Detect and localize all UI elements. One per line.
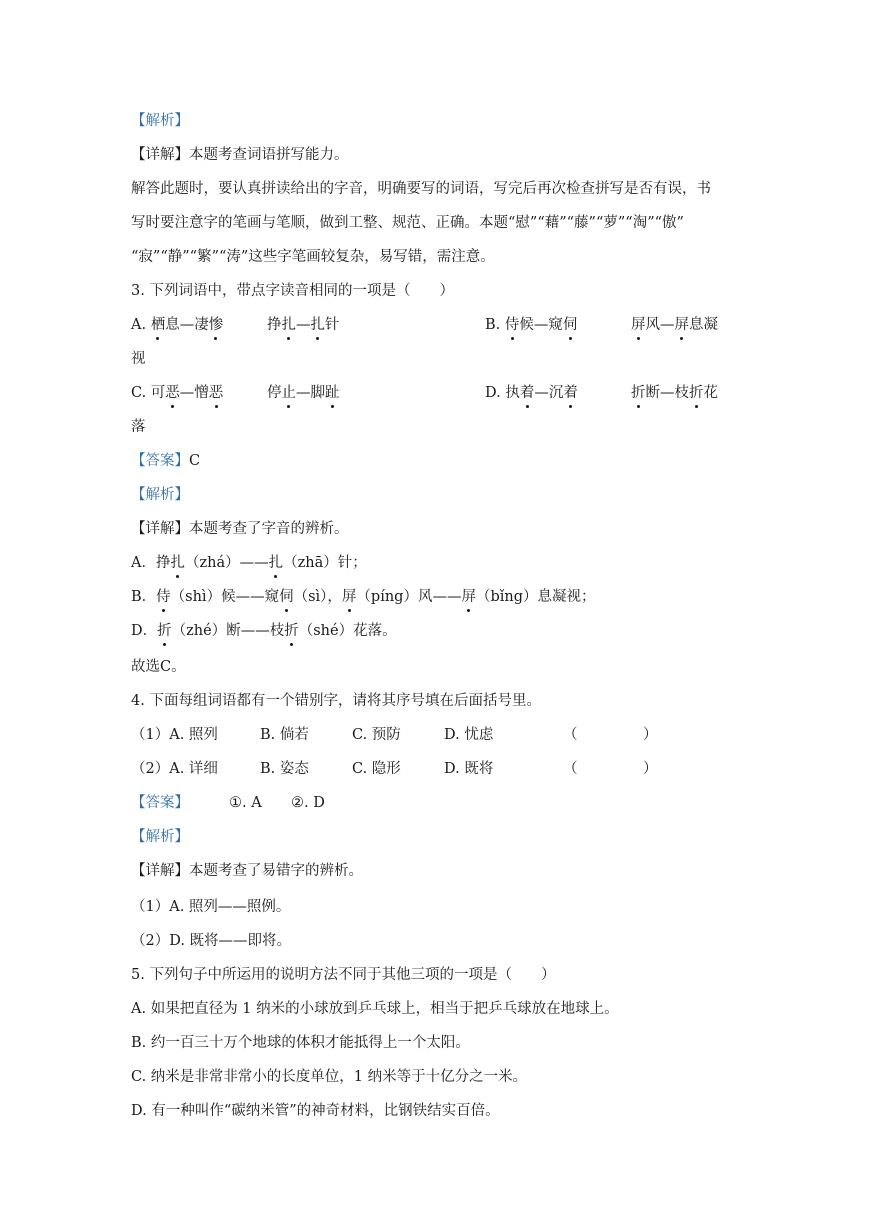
blank-paren-close: ） [643,761,658,777]
question-4-stem: 4. 下面每组词语都有一个错别字，请将其序号填在后面括号里。 [131,693,541,709]
detail-line: 【详解】本题考查了字音的辨析。 [131,521,349,537]
paragraph-line: 写时要注意字的笔画与笔顺，做到工整、规范、正确。本题“慰”“藉”“藤”“萝”“淘”“傲” [131,215,684,231]
document-page: 【解析】 【详解】本题考查词语拼写能力。 解答此题时，要认真拼读给出的字音，明确要写的词语，写完后再次检查拼写是否有误，书 写时要注意字的笔画与笔顺，做到工整、规范、正确。本题“慰”“藉”“藤”“萝”“淘”“傲” “寂”“静”“繁”“涛”这些字笔画较复杂，易写错，需注意。 3. 下列词语中，带点字读音相同的一项是（ ） A. 栖息—凄惨 挣扎—扎针 B. 侍候—窥伺 屏风—屏息凝 视 C. 可恶—憎恶 停止—脚趾 D. 执着—沉着 折断—枝折花 落 【答案】C 【解析】 【详解】本题考查了字音的辨析。 A．挣扎（zhá）——扎（zhā）针； B．侍（shì）候——窥伺（sì），屏（píng）风——屏（bǐng）息凝视； D．折（zhé）断——枝折（shé）花落。 故选C。 4. 下面每组词语都有一个错别字，请将其序号填在后面括号里。 （1）A. 照列 B. 倘若 C. 预防 D. 忧虑 （ ） （2）A. 详细 B. 姿态 C. 隐形 D. 既将 （ ） 【答案】 ①. A ②. D 【解析】 【详解】本题考查了易错字的辨析。 （1）A. 照列——照例。 （2）D. 既将——即将。 5. 下列句子中所运用的说明方法不同于其他三项的一项是（ ） A. 如果把直径为 1 纳米的小球放到乒乓球上，相当于把乒乓球放在地球上。 B. 约一百三十万个地球的体积才能抵得上一个太阳。 C. 纳米是非常非常小的长度单位，1 纳米等于十亿分之一米。 D. 有一种叫作“碳纳米管”的神奇材料，比钢铁结实百倍。 [131,113,718,1119]
explain-line: （1）A. 照列——照例。 [131,899,291,915]
conclusion-line: 故选C。 [131,659,186,675]
answer-line: 【答案】C [131,453,201,469]
analysis-tag: 【解析】 [131,487,189,503]
analysis-tag: 【解析】 [131,829,189,845]
question-5-stem: 5. 下列句子中所运用的说明方法不同于其他三项的一项是（ ） [131,967,556,983]
option-d: D. 有一种叫作“碳纳米管”的神奇材料，比钢铁结实百倍。 [131,1103,500,1119]
option-b-second: 屏风—屏息凝 [631,317,718,333]
option-d-wrap: 落 [131,419,146,435]
explain-line-b: B．侍（shì）候——窥伺（sì），屏（píng）风——屏（bǐng）息凝视； [131,589,596,605]
explain-line-a: A．挣扎（zhá）——扎（zhā）针； [131,555,367,571]
option-a: A. 如果把直径为 1 纳米的小球放到乒乓球上，相当于把乒乓球放在地球上。 [131,1001,619,1017]
option-a-second: 挣扎—扎针 [267,317,340,333]
blank-paren-open: （ [563,727,578,743]
blank-paren-close: ） [643,727,658,743]
blank-paren-open: （ [563,761,578,777]
option-c-second: 停止—脚趾 [267,385,340,401]
option-b-wrap: 视 [131,351,146,367]
paragraph-line: “寂”“静”“繁”“涛”这些字笔画较复杂，易写错，需注意。 [131,249,495,265]
question-3-stem: 3. 下列词语中，带点字读音相同的一项是（ ） [131,283,454,299]
option-b: B. 约一百三十万个地球的体积才能抵得上一个太阳。 [131,1035,470,1051]
detail-line: 【详解】本题考查词语拼写能力。 [131,147,349,163]
option-a: A. 栖息—凄惨 [131,317,224,333]
option-d-second: 折断—枝折花 [631,385,718,401]
option-b: B. 侍候—窥伺 [485,317,578,333]
analysis-tag: 【解析】 [131,113,189,129]
option-c: C. 可恶—憎恶 [131,385,224,401]
paragraph-line: 解答此题时，要认真拼读给出的字音，明确要写的词语，写完后再次检查拼写是否有误，书 [131,181,711,197]
detail-line: 【详解】本题考查了易错字的辨析。 [131,863,363,879]
explain-line: （2）D. 既将——即将。 [131,933,292,949]
option-c: C. 纳米是非常非常小的长度单位，1 纳米等于十亿分之一米。 [131,1069,528,1085]
explain-line-d: D．折（zhé）断——枝折（shé）花落。 [131,623,397,639]
option-d: D. 执着—沉着 [485,385,578,401]
